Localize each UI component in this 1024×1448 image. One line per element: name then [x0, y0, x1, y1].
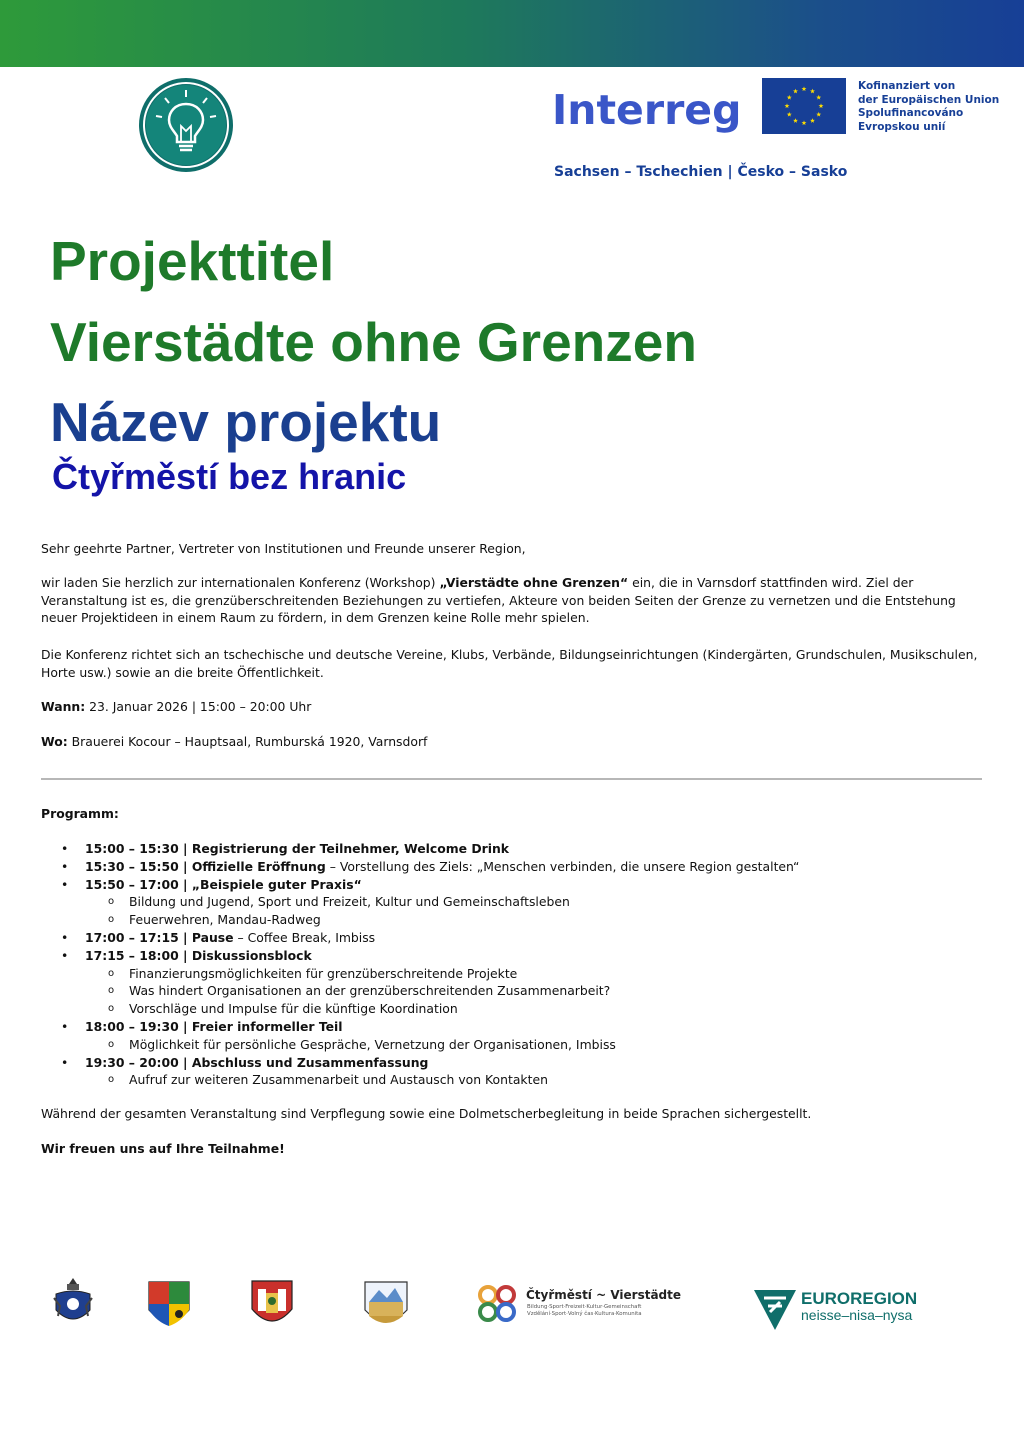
- intro-paragraph: [41, 574, 981, 627]
- eu-text-line: Evropskou unií: [858, 120, 946, 133]
- title-cz-label: Název projektu: [50, 391, 442, 453]
- program-list: [41, 840, 981, 1089]
- program-subitem: o Vorschläge und Impulse für die künftige Koordination: [41, 1000, 981, 1018]
- program-subitem: o Bildung und Jugend, Sport und Freizeit, Kultur und Gemeinschaftsleben: [41, 893, 981, 911]
- program-subitem: o Was hindert Organisationen an der grenzüberschreitenden Zusammenarbeit?: [41, 982, 981, 1000]
- greeting-text: Sehr geehrte Partner, Vertreter von Institutionen und Freunde unserer Region,: [41, 541, 526, 556]
- vierstaedte-logo-sub1: Bildung·Sport·Freizeit·Kultur·Gemeinschaft: [527, 1304, 642, 1310]
- program-subitem: o Finanzierungsmöglichkeiten für grenzüberschreitende Projekte: [41, 965, 981, 983]
- euroregion-subtitle: neisse–nisa–nysa: [801, 1307, 913, 1323]
- program-item: • 15:00 – 15:30 | Registrierung der Teilnehmer, Welcome Drink: [41, 840, 981, 858]
- vierstaedte-logo-icon: [476, 1284, 520, 1324]
- where-line: [41, 733, 981, 751]
- region-line: Sachsen – Tschechien | Česko – Sasko: [554, 164, 848, 180]
- top-color-band: [0, 0, 1024, 67]
- thanks-text: Wir freuen uns auf Ihre Teilnahme!: [41, 1141, 285, 1156]
- program-item: • 19:30 – 20:00 | Abschluss und Zusammenfassung: [41, 1054, 981, 1072]
- when-value: 23. Januar 2026 | 15:00 – 20:00 Uhr: [85, 699, 312, 714]
- where-label: Wo:: [41, 734, 68, 749]
- catering-text: Während der gesamten Veranstaltung sind Verpflegung sowie eine Dolmetscherbegleitung in beide Sprachen sichergestellt.: [41, 1106, 812, 1121]
- crest-icon-1: [52, 1276, 94, 1330]
- program-subitem: o Feuerwehren, Mandau-Radweg: [41, 911, 981, 929]
- crest-icon-3: [250, 1279, 294, 1331]
- euroregion-title: EUROREGION: [801, 1289, 918, 1308]
- program-item: • 15:50 – 17:00 | „Beispiele guter Praxis“: [41, 876, 981, 894]
- vierstaedte-logo-text: Čtyřměstí ~ Vierstädte: [526, 1288, 682, 1302]
- intro-text: wir laden Sie herzlich zur internationalen Konferenz (Workshop): [41, 575, 440, 590]
- title-de-label: Projekttitel: [50, 230, 335, 292]
- vierstaedte-logo-sub2: Vzdělání·Sport·Volný čas·Kultura·Komunita: [527, 1311, 642, 1317]
- closing-line: [41, 1140, 981, 1158]
- crest-icon-2: [147, 1280, 191, 1330]
- title-cz: Čtyřměstí bez hranic: [52, 456, 407, 497]
- eu-flag-icon: [762, 78, 846, 134]
- greeting: [41, 540, 981, 558]
- divider: [41, 778, 982, 780]
- eu-cofinancing-text: [858, 80, 999, 134]
- euroregion-logo-icon: [752, 1288, 798, 1332]
- eu-text-line: Spolufinancováno: [858, 107, 964, 119]
- program-subitem: o Möglichkeit für persönliche Gespräche, Vernetzung der Organisationen, Imbiss: [41, 1036, 981, 1054]
- eu-text-line: Kofinanziert von: [858, 80, 956, 92]
- program-item: • 17:15 – 18:00 | Diskussionsblock: [41, 947, 981, 965]
- title-de: Vierstädte ohne Grenzen: [50, 311, 697, 373]
- audience-text: Die Konferenz richtet sich an tschechische und deutsche Vereine, Klubs, Verbände, Bildungseinrichtungen (Kindergärten, Grundschulen, Musikschulen, Horte usw.) sowie an die breite Öffentlichkeit.: [41, 647, 978, 680]
- lightbulb-icon: [137, 76, 235, 174]
- crest-icon-4: [363, 1280, 409, 1330]
- program-item: • 15:30 – 15:50 | Offizielle Eröffnung – Vorstellung des Ziels: „Menschen verbinden, die unsere Region gestalten“: [41, 858, 981, 876]
- catering-note: [41, 1105, 981, 1123]
- program-item: • 17:00 – 17:15 | Pause – Coffee Break, Imbiss: [41, 929, 981, 947]
- when-line: [41, 698, 981, 716]
- program-heading: Programm:: [41, 806, 119, 821]
- program-subitem: o Aufruf zur weiteren Zusammenarbeit und Austausch von Kontakten: [41, 1071, 981, 1089]
- audience-paragraph: [41, 646, 981, 681]
- where-value: Brauerei Kocour – Hauptsaal, Rumburská 1920, Varnsdorf: [67, 734, 428, 749]
- interreg-logo: Interreg: [552, 86, 742, 134]
- event-name: „Vierstädte ohne Grenzen“: [439, 575, 629, 590]
- intro-text-cont: ein, die in Varnsdorf stattfinden wird. Ziel der Veranstaltung ist es, die grenzüberschreitenden Beziehungen zu vertiefen, Akteure von beiden Seiten der Grenze zu vernetzen und die Entstehung neuer Projektideen in einem Raum zu fördern, in dem Grenzen keine Rolle mehr spielen.: [41, 575, 956, 625]
- eu-text-line: der Europäischen Union: [858, 93, 1000, 106]
- program-item: • 18:00 – 19:30 | Freier informeller Teil: [41, 1018, 981, 1036]
- when-label: Wann:: [41, 699, 86, 714]
